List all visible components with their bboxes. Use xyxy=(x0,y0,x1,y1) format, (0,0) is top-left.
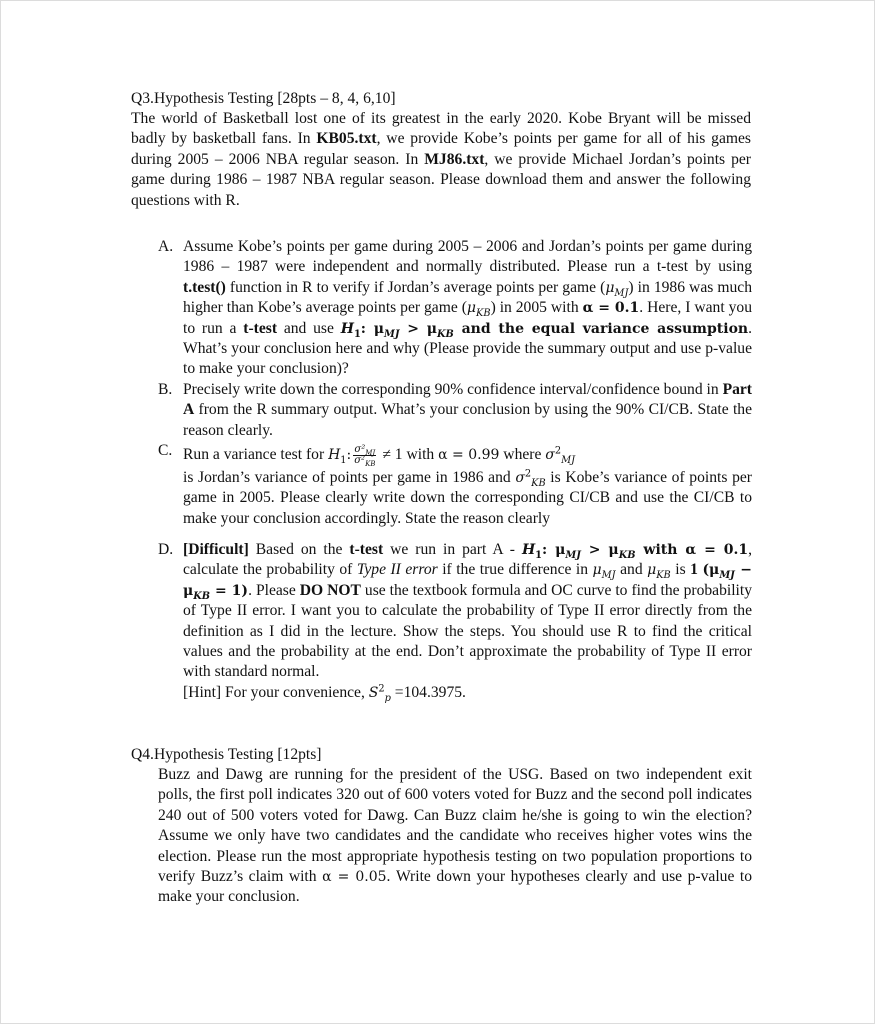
item-marker: A. xyxy=(158,238,174,255)
q3-item-a xyxy=(158,237,752,380)
item-b-text: Precisely write down the corresponding 90% confidence interval/confidence bound in Part A from the R summary output. What’s your conclusion by using the 90% CI/CB. State the reason clearly. xyxy=(183,381,752,439)
item-marker: B. xyxy=(158,381,173,398)
h1-hypothesis: $H_1$: $\mu_{MJ} > \mu_{KB}$ xyxy=(340,320,454,340)
variance-ratio-fraction: $\frac{\sigma^2_{MJ}}{\sigma^2_{KB}}$ xyxy=(354,443,376,468)
q3-item-b xyxy=(158,380,752,441)
mj86-filename: MJ86.txt xyxy=(424,150,485,168)
q4-text: Buzz and Dawg are running for the president of the USG. Based on two independent exit polls, the first poll indicates 320 out of 600 voters voted for Buzz and the second poll indicates 240 out of 500 voters voted for Dawg. Can Buzz claim he/she is going to win the election? Assume we only have two candidates and the candidate who receives higher votes wins the election. Please run the most appropriate hypothesis testing on two population proportions to verify Buzz’s claim with α = 0.05. Write down your hypotheses clearly and use p-value to make your conclusion. xyxy=(158,766,752,906)
ttest-function: t.test() xyxy=(183,278,226,296)
item-marker: D. xyxy=(158,541,174,558)
q3-title: Q3.Hypothesis Testing [28pts – 8, 4, 6,10] xyxy=(131,90,396,107)
alpha-value: α = 0.1 xyxy=(582,300,640,317)
pooled-variance-value: =104.3975. xyxy=(390,683,466,701)
q4-title: Q4.Hypothesis Testing [12pts] xyxy=(131,746,322,763)
kb05-filename: KB05.txt xyxy=(316,130,377,148)
q3-item-c-continued xyxy=(158,441,752,529)
item-c-text: is Jordan’s variance of points per game in 1986 and $\sigma^2_{KB}$ is Kobe’s variance of points per game in 2005. Please clearly write down the corresponding CI/CB and use the CI/CB to make your conclusion accordingly. State the reason clearly xyxy=(183,468,752,527)
item-marker: C. xyxy=(158,442,173,459)
item-a-text: Assume Kobe’s points per game during 2005 – 2006 and Jordan’s points per game during 1986 – 1987 were independent and normally distributed. Please run a t-test by using t.test() function in R to verify if Jordan’s average points per game $(\mu_{MJ})$ in 1986 was much higher than Kobe’s average points per game $(\mu_{KB})$ in 2005 with α = 0.1. Here, I want you to run a t-test and use $H_1$: $\mu_{MJ} > \mu_{KB}$ and the equal variance assumption. What’s your conclusion here and why (Please provide the summary output and use p-value to make your conclusion)? xyxy=(183,238,753,378)
item-c-first-line: Run a variance test for $H_1$: $\frac{\sigma^2_{MJ}}{\sigma^2_{KB}}$ ≠ 1 with α = 0.99 where $\sigma^2_{MJ}$ xyxy=(183,443,576,468)
q3-item-d xyxy=(158,540,752,703)
q3-intro: The world of Basketball lost one of its greatest in the early 2020. Kobe Bryant will be missed badly by basketball fans. In KB05.txt, we provide Kobe’s points per game for all of his games during 2005 – 2006 NBA regular season. In MJ86.txt, we provide Michael Jordan’s points per game during 1986 – 1987 NBA regular season. Please download them and answer the following questions with R. xyxy=(131,110,751,209)
item-d-text: [Difficult] Based on the t-test we run in part A - $H_1$: $\mu_{MJ} > \mu_{KB}$ with α = 0.1, calculate the probability of Type II error if the true difference in $\mu_{MJ}$ and $\mu_{KB}$ is 1 $(\mu_{MJ} - \mu_{KB} = 1)$. Please DO NOT use the textbook formula and OC curve to find the probability of Type II error. I want you to calculate the probability of Type II error directly from the definition as I did in the lecture. Show the steps. You should use R to find the critical values and the probability at the end. Don’t approximate the probability of Type II error with standard normal. [Hint] For your convenience, $S^2_p =104.3975$. xyxy=(183,541,753,704)
